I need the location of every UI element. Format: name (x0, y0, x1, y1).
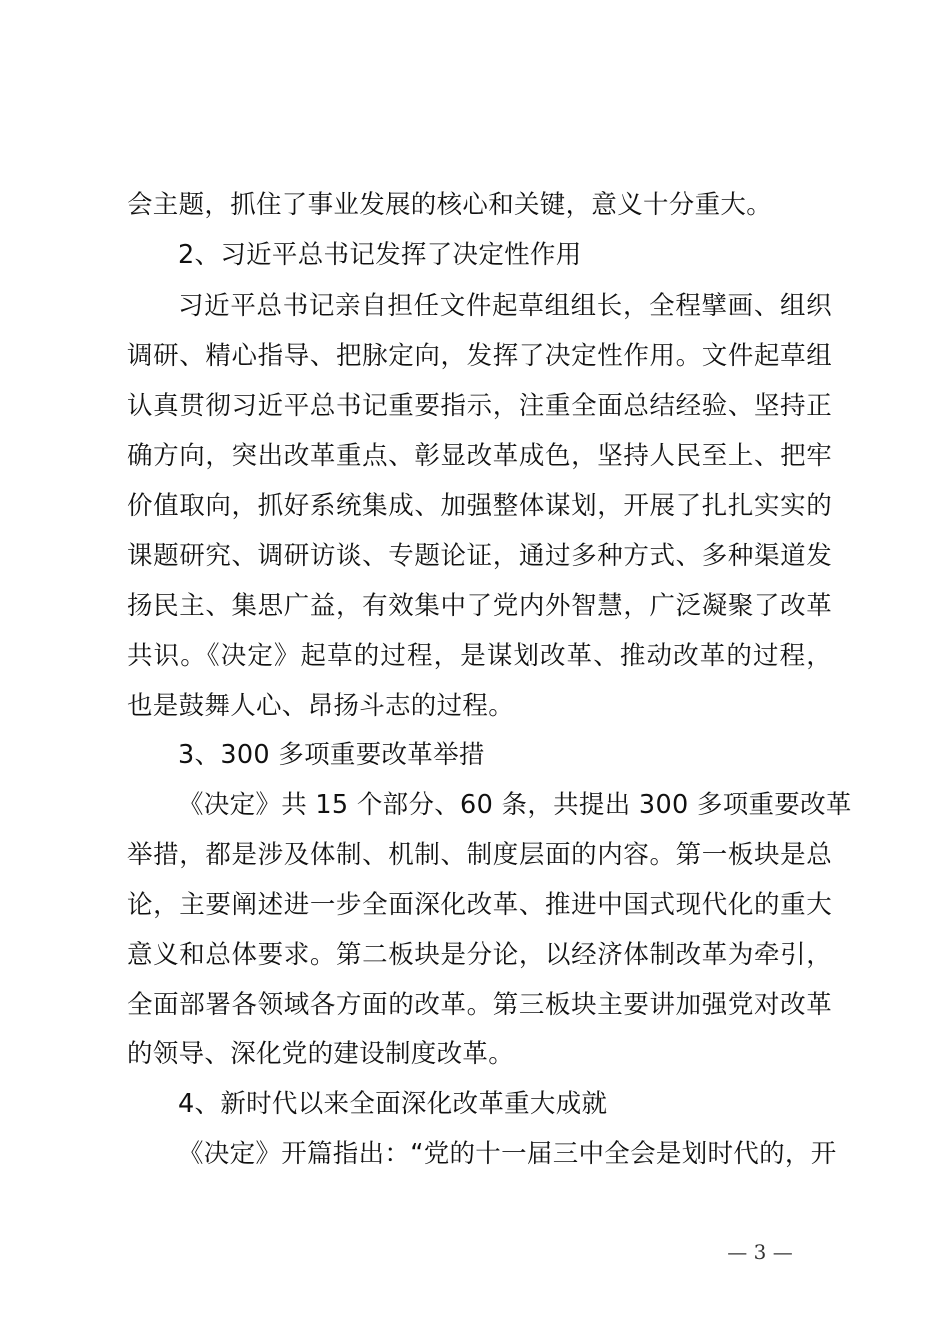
text-line: 共识。《决定》起草的过程，是谋划改革、推动改革的过程， (127, 641, 832, 671)
text-line: 的领导、深化党的建设制度改革。 (127, 1039, 515, 1069)
text-line: 习近平总书记亲自担任文件起草组组长，全程擘画、组织 (178, 291, 832, 321)
text-line: 举措，都是涉及体制、机制、制度层面的内容。第一板块是总 (127, 840, 832, 870)
text-line: 价值取向，抓好系统集成、加强整体谋划，开展了扎扎实实的 (127, 491, 832, 521)
text-line: 也是鼓舞人心、昂扬斗志的过程。 (127, 691, 515, 721)
text-line: 全面部署各领域各方面的改革。第三板块主要讲加强党对改革 (127, 990, 832, 1020)
text-line: 2、习近平总书记发挥了决定性作用 (178, 240, 582, 270)
page-number: — 3 — (727, 1240, 793, 1264)
text-line: 《决定》开篇指出：“党的十一届三中全会是划时代的，开 (178, 1139, 837, 1169)
text-line: 调研、精心指导、把脉定向，发挥了决定性作用。文件起草组 (127, 341, 832, 371)
text-line: 课题研究、调研访谈、专题论证，通过多种方式、多种渠道发 (127, 541, 832, 571)
text-line: 认真贯彻习近平总书记重要指示，注重全面总结经验、坚持正 (127, 391, 832, 421)
text-line: 确方向，突出改革重点、彰显改革成色，坚持人民至上、把牢 (127, 441, 832, 471)
text-line: 会主题，抓住了事业发展的核心和关键，意义十分重大。 (127, 190, 773, 220)
text-line: 3、300 多项重要改革举措 (178, 740, 485, 770)
text-line: 扬民主、集思广益，有效集中了党内外智慧，广泛凝聚了改革 (127, 591, 832, 621)
text-line: 意义和总体要求。第二板块是分论，以经济体制改革为牵引， (127, 940, 832, 970)
text-line: 论，主要阐述进一步全面深化改革、推进中国式现代化的重大 (127, 890, 832, 920)
text-line: 《决定》共 15 个部分、60 条，共提出 300 多项重要改革 (178, 790, 852, 820)
text-line: 4、新时代以来全面深化改革重大成就 (178, 1089, 608, 1119)
